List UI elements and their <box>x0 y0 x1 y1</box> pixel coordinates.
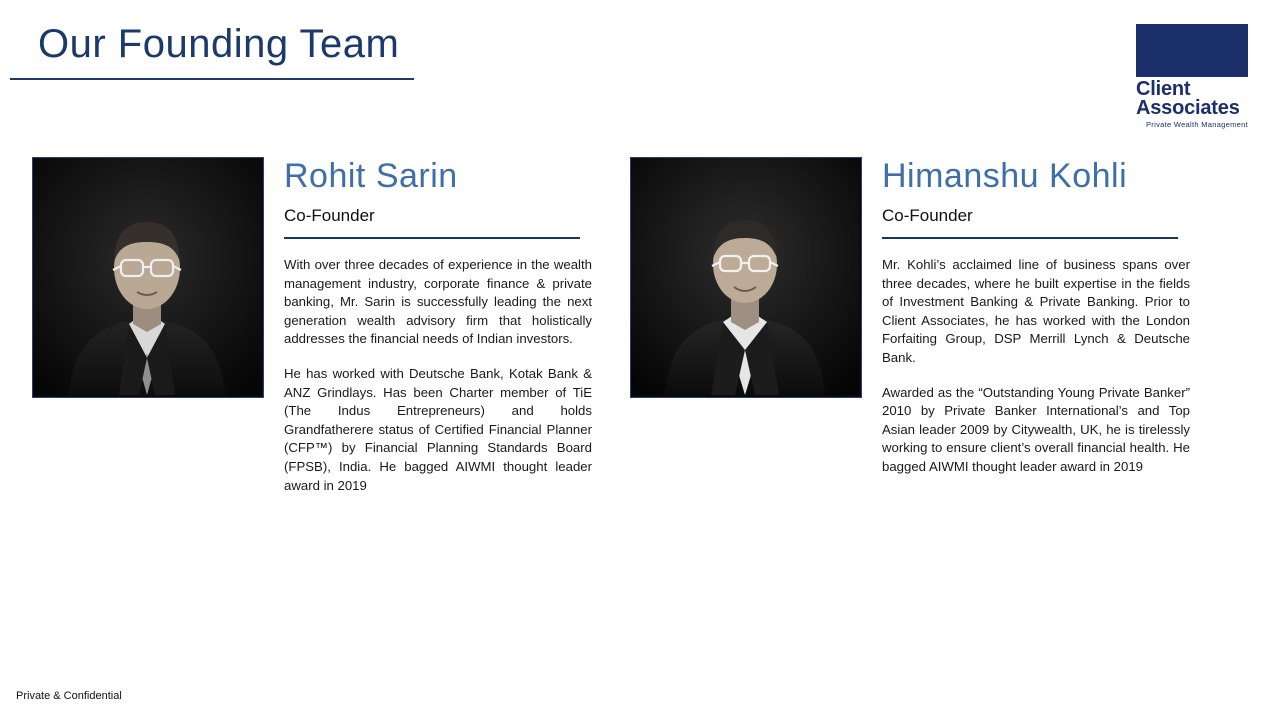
founder-bio-paragraph: Mr. Kohli’s acclaimed line of business spans over three decades, where he built expertise in the fields of Investment Banking & Private Banking. Prior to Client Associates, he has worked with the London Forfaiting Group, DSP Merrill Lynch & Deutsche Bank. <box>882 257 1190 365</box>
logo-mark-icon <box>1136 24 1248 77</box>
founder-role: Co-Founder <box>284 206 375 225</box>
title-underline-divider <box>10 78 414 80</box>
founder-name: Himanshu Kohli <box>882 157 1128 195</box>
logo-name <box>1136 80 1248 118</box>
founder-details <box>284 157 592 495</box>
company-logo <box>1136 24 1248 129</box>
role-divider <box>284 237 580 239</box>
confidentiality-footer: Private & Confidential <box>16 690 122 702</box>
portrait-himanshu-kohli <box>630 157 862 398</box>
logo-name-line1: Client <box>1136 78 1191 100</box>
page-title: Our Founding Team <box>38 22 400 66</box>
founder-bio-paragraph: He has worked with Deutsche Bank, Kotak Bank & ANZ Grindlays. Has been Charter member of TiE (The Indus Entrepreneurs) and holds Grandfatherere status of Certified Financial Planner (CFP™) by Financial Planning Standards Board (FPSB), India. He bagged AIWMI thought leader award in 2019 <box>284 365 592 493</box>
founder-bio-paragraph: Awarded as the “Outstanding Young Private Banker” 2010 by Private Banker International’s and Top Asian leader 2009 by Citywealth, UK, he is tirelessly working to ensure client’s overall financial health. He bagged AIWMI thought leader award in 2019 <box>882 384 1190 474</box>
founder-name: Rohit Sarin <box>284 157 458 195</box>
logo-tagline: Private Wealth Management <box>1146 120 1248 129</box>
founder-role: Co-Founder <box>882 206 973 225</box>
founder-details <box>882 157 1190 477</box>
portrait-rohit-sarin <box>32 157 264 398</box>
founder-bio-paragraph: With over three decades of experience in the wealth management industry, corporate finance & private banking, Mr. Sarin is successfully leading the next generation wealth advisory firm that holistically addresses the financial needs of Indian investors. <box>284 257 592 347</box>
role-divider <box>882 237 1178 239</box>
logo-name-line2: Associates <box>1136 97 1240 119</box>
